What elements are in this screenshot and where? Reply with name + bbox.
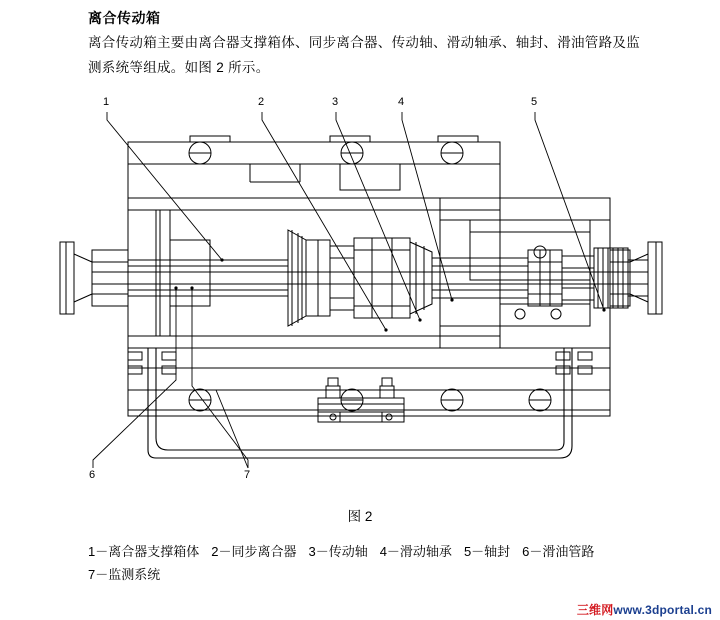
callout-label-4: 4 (398, 96, 405, 108)
legend-row-1 (88, 540, 668, 563)
leader-end-dots (174, 258, 605, 331)
housing-base (128, 348, 610, 416)
callout-label-7: 7 (244, 469, 251, 481)
callout-label-3: 3 (332, 96, 339, 108)
watermark-brand: 三维网 (576, 603, 614, 617)
legend-item-6: 6－滑油管路 (522, 544, 595, 559)
housing-outline (128, 136, 610, 390)
callout-label-1: 1 (103, 96, 110, 108)
sliding-bearing-housing (470, 220, 590, 326)
legend-item-3: 3－传动轴 (308, 544, 368, 559)
legend-block (88, 540, 668, 586)
legend-item-1: 1－离合器支撑箱体 (88, 544, 200, 559)
watermark-url: www.3dportal.cn (613, 603, 712, 617)
pipe-brackets (128, 352, 592, 374)
technical-drawing (0, 90, 720, 500)
transmission-shaft (92, 230, 648, 326)
intro-paragraph: 离合传动箱主要由离合器支撑箱体、同步离合器、传动轴、滑动轴承、轴封、滑油管路及监测系统等组成。如图 2 所示。 (88, 35, 640, 75)
gearbox-assembly-drawing (0, 90, 720, 500)
callout-label-2: 2 (258, 96, 265, 108)
legend-row-2 (88, 563, 668, 586)
figure-caption: 图 2 (347, 509, 373, 524)
site-watermark (577, 601, 712, 618)
page-title: 离合传动箱 (88, 10, 161, 26)
legend-item-7: 7－监测系统 (88, 567, 161, 582)
legend-item-5: 5－轴封 (463, 544, 511, 559)
oil-pipe-network (148, 348, 572, 458)
left-flange (60, 242, 128, 314)
legend-item-4: 4－滑动轴承 (379, 544, 452, 559)
legend-item-2: 2－同步离合器 (211, 544, 297, 559)
callout-label-5: 5 (531, 96, 538, 108)
callout-label-6: 6 (89, 469, 96, 481)
